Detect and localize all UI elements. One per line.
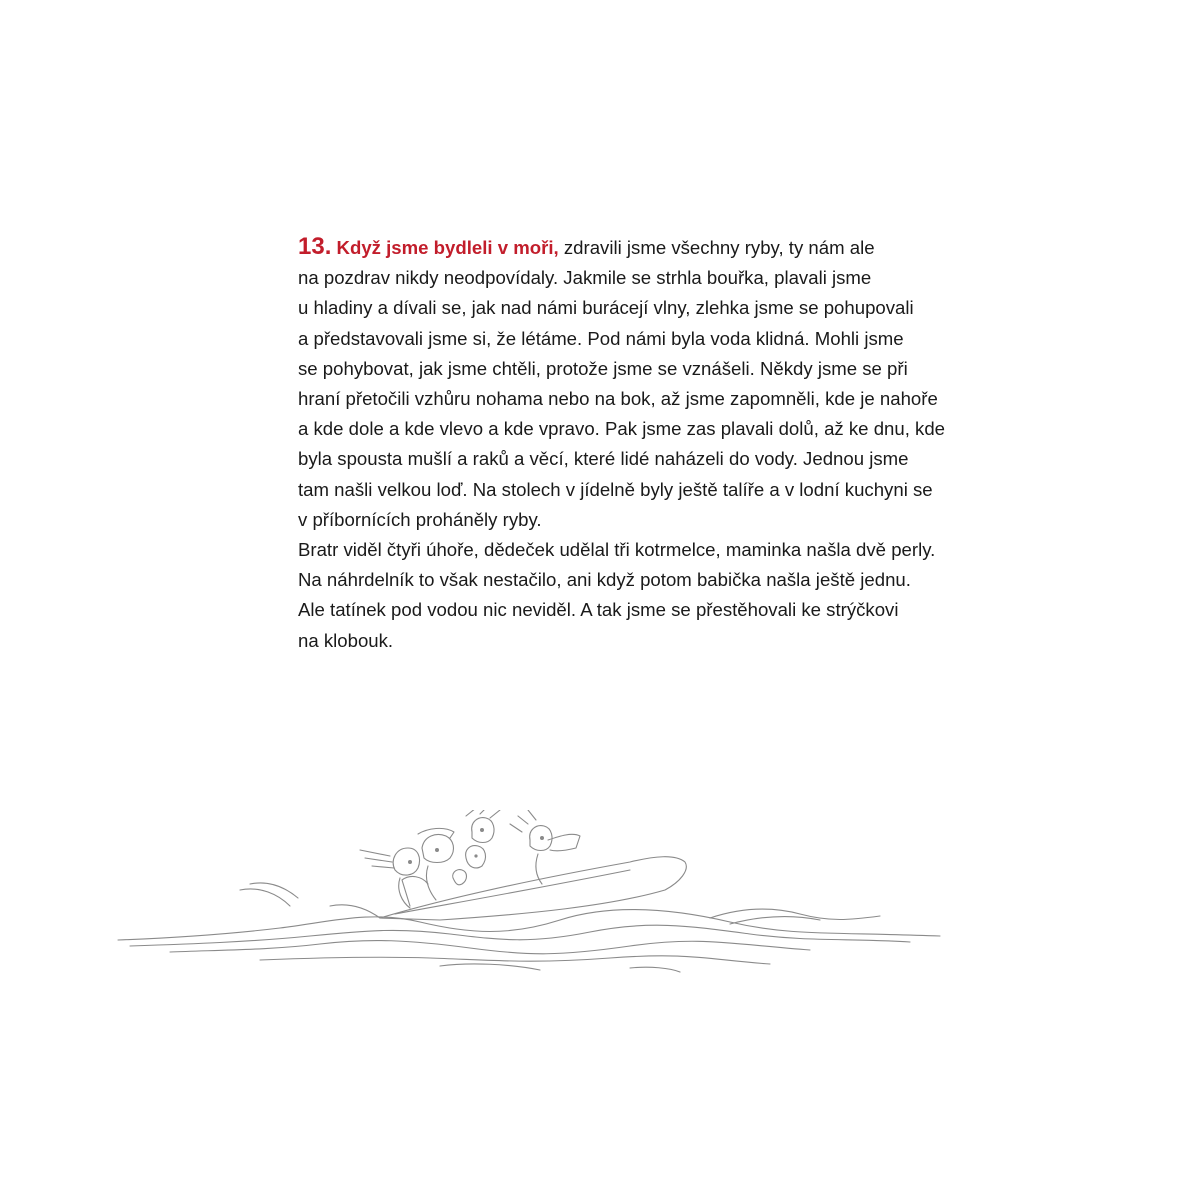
story-line: u hladiny a dívali se, jak nad námi burácejí vlny, zlehka jsme se pohupovali xyxy=(298,297,914,319)
story-line: a kde dole a kde vlevo a kde vpravo. Pak jsme zas plavali dolů, až ke dnu, kde xyxy=(298,418,946,440)
story-line: byla spousta mušlí a raků a věcí, které lidé naházeli do vody. Jednou jsme xyxy=(298,448,909,470)
story-line: tam našli velkou loď. Na stolech v jídelně byly ještě talíře a v lodní kuchyni se xyxy=(298,478,933,500)
story-line: na pozdrav nikdy neodpovídaly. Jakmile se strhla bouřka, plavali jsme xyxy=(298,267,872,289)
story-line: na klobouk. xyxy=(298,629,394,651)
passengers xyxy=(360,810,580,908)
story-line: a představovali jsme si, že létáme. Pod námi byla voda klidná. Mohli jsme xyxy=(298,327,904,349)
story-text xyxy=(298,232,998,656)
boat xyxy=(380,857,686,920)
boat-sketch-illustration xyxy=(110,810,950,990)
lead-phrase: Když jsme bydleli v moři, xyxy=(336,237,559,258)
chapter-number: 13. xyxy=(298,233,332,260)
story-first-line xyxy=(298,232,998,263)
story-line: v příbornících proháněly ryby. xyxy=(298,508,542,530)
story-line: hraní přetočili vzhůru nohama nebo na bok, až jsme zapomněli, kde je nahoře xyxy=(298,388,938,410)
first-line-rest: zdravili jsme všechny ryby, ty nám ale xyxy=(558,237,875,258)
story-line: Ale tatínek pod vodou nic neviděl. A tak jsme se přestěhovali ke strýčkovi xyxy=(298,599,899,621)
story-line: Bratr viděl čtyři úhoře, dědeček udělal tři kotrmelce, maminka našla dvě perly. xyxy=(298,539,936,561)
story-line: Na náhrdelník to však nestačilo, ani když potom babička našla ještě jednu. xyxy=(298,569,911,591)
story-line: se pohybovat, jak jsme chtěli, protože jsme se vznášeli. Někdy jsme se při xyxy=(298,357,908,379)
waves xyxy=(118,883,940,972)
